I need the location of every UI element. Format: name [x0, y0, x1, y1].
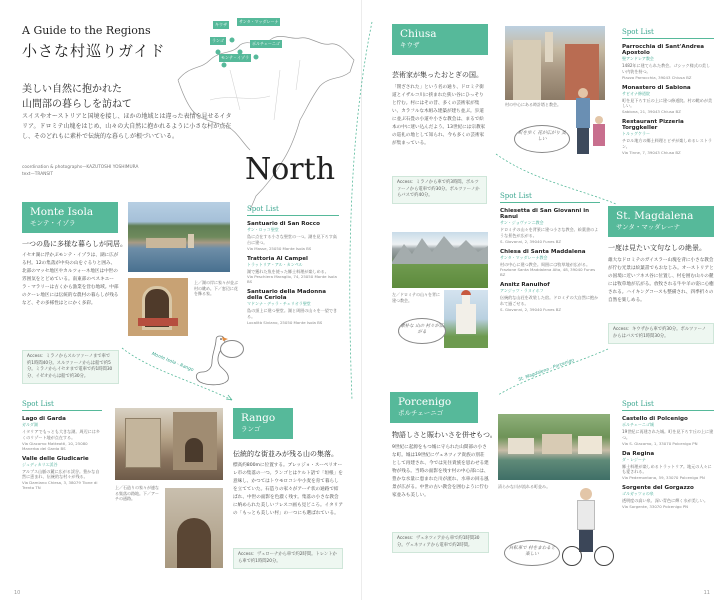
spot-item: Trattoria Al Campel トラットリア・アル・カンペル 湖で獲れた魚を使った郷土料理が楽しめる。 Via Peschiera Maraglio, 74, 25050 Monte Isola BS [247, 255, 337, 285]
route-line-north [342, 20, 382, 410]
chiusa-caption: 村の中心にある時計塔と教会。 [505, 102, 561, 107]
spot-item: Parrocchia di Sant'Andrea Apostolo 聖アンドレア教会 1482年に建てられた教会。ゴシック様式の美しい内装を持つ。 Piazza Parrocchia, 39043 Chiusa BZ [622, 44, 711, 80]
spot-item: Santuario della Madonna della Ceriola マドンナ・デッラ・チェリオラ聖堂 島の頂上に建つ聖堂。湖と周囲の山々を一望できる。 Località Siviano, 25050 Monte Isola BS [247, 289, 338, 325]
map-label-st-magdalena: サンタ・マッダレーナ [239, 19, 279, 24]
series-title: A Guide to the Regions [22, 24, 151, 37]
route-line-magdalena-porcenigo [492, 345, 612, 405]
spot-item: Valle delle Giudicarie ジュディカリエ渓谷 アルプス山脈の麓に広がる渓谷。豊かな自然に恵まれ、伝統的な村々が残る。 Via Damiano Chiesa, 3, 38079 Tione di Trento TN [22, 455, 100, 491]
spot-item: Santuario di San Rocco サン・ロッコ聖堂 島に点在する小さな聖堂の一つ。湖を見下ろす高台に建つ。 Via Masse, 25050 Monte Isola BS [247, 221, 337, 251]
right-page [362, 0, 724, 600]
monte-isola-caption: 上／湖の岸に家々が並ぶ村の眺め。下／窓辺に花を飾る家。 [194, 280, 238, 297]
rango-header [233, 408, 293, 439]
porcenigo-access: Access：ヴェネツィアから車で約1時間30分。ヴェネツィアから電車で約2時間。 [392, 532, 489, 553]
monte-isola-header [22, 202, 118, 233]
porcenigo-header [390, 392, 478, 423]
monte-isola-subtitle: モンテ・イゾラ [30, 219, 76, 228]
st-magdalena-access: Access：キウザから車で約30分。ボルツァーノからはバスで約1時間30分。 [608, 323, 714, 344]
st-magdalena-subtitle: サンタ・マッダレーナ [616, 223, 681, 232]
porcenigo-body: 9世紀に起源をもつ城に守られた山間部の小さな町。城は19世紀にヴェネツィア貴族の別荘として再建され、今では先住貴族を思わせる建物が残る。当時の面影を残す村の中心部には、豊かな水量に恵まれた川が流れ、水車の回る風景が広がる。中世の古い教会を囲むように佇む家並みも美しい。 [392, 445, 489, 498]
st-magdalena-body: 雄大なドロミテのガイスラー山塊を背に小さな教会が佇む光景は絵葉書でもおなじみ。オーストリアとの国境に近いフネス谷に位置し、村を囲む山々の麓には牧草地が広がる。放牧される牛や羊の姿に心癒される。ハイキングコースも整備され、四季折々の自然を楽しめる。 [608, 258, 714, 303]
map-label-chiusa: キウザ [215, 22, 227, 27]
porcenigo-lead: 物語しさと賑わいさを併せもつ。 [392, 431, 497, 439]
route-label-monte-rango: Monte Isola - Rango [150, 351, 195, 374]
rango-caption: 上／石造りの家々が連なる集落の路地。下／アーチの通路。 [115, 485, 159, 502]
rango-access: Access：ヴェローナから車で約2時間。トレントから車で約1時間20分。 [233, 548, 343, 569]
map-label-porcenigo: ポルチェーニゴ [252, 41, 280, 46]
spot-list-porcenigo [622, 400, 714, 509]
rango-lead: 伝統的な街並みが残る山の集落。 [233, 450, 338, 458]
porcenigo-cyclist-photo [558, 484, 618, 574]
page-title: 小さな村巡りガイド [22, 42, 166, 60]
route-label-magdalena-porcenigo: St. Magdalena - Porcenigo [517, 358, 576, 383]
map-label-monte-isola: モンテ・イゾラ [221, 55, 249, 60]
magdalena-mountain-photo [392, 232, 488, 288]
intro-text: スイスやオーストリアと国境を接し、ほかの地域とは違った表情を見せるイタリア。ドロミテ山塊をはじめ、山々の大自然に抱かれるように小さな村が点在し、そのどれもに素朴で伝統的な暮らしが根づいている。 [22, 113, 232, 140]
spot-item: Da Regina ダ・レジーナ 郷土料理が楽しめるトラットリア。地元の人々にも愛される。 Via Pedemontana, 59, 33070 Polcenigo PN [622, 450, 712, 481]
monte-isola-access: Access：ミラノからスルツァーノまで車で約1時間40分。スルツァーノからは船で約5分。ミラノからイセオまで電車で約1時間30分、イゼオからは船で約30分。 [22, 350, 119, 384]
spot-item: Chiesetta di San Giovanni in Ranui サン・ジョヴァンニ教会 ドロミテの山々を背景に建つ小さな教会。絵葉書のような景色が広がる。 S. Giovanni, 2, 39040 Funes BZ [500, 208, 599, 244]
porcenigo-caption: 清らかな川が流れる町並み。 [498, 484, 551, 489]
spot-item: Ansitz Ranuihof アンジッツ・ラヌイホフ 伝統的な山荘を改装した宿。ドロミテの大自然に抱かれて過ごせる。 S. Giovanni, 2, 39040 Funes BZ [500, 282, 599, 312]
porcenigo-bubble-text: 自転車で 村をまわると 楽しい [508, 546, 556, 557]
spot-item: Restaurant Pizzeria Torggkeller トルッグケラー チロル地方の郷土料理とピザが楽しめるレストラン。 Via Tinne, 7, 39043 Chiusa BZ [622, 119, 712, 155]
chiusa-access: Access：ミラノから車で約3時間。ボルツァーノから電車で約30分。ボルツァーノからバスで約40分。 [392, 176, 487, 204]
credit-photo: coordination & photographs—KAZUTOSHI YOSHIMURA [22, 165, 139, 170]
spot-list-monte-isola [247, 205, 339, 325]
spot-item: Chiesa di Santa Maddalena サンタ・マッダレーナ教会 村の中心に建つ教会。周囲には牧草地が広がる。 Frazione Santa Maddalena Alta, 48, 39040 Funes BZ [500, 248, 596, 278]
region-title: North [245, 152, 336, 187]
chiusa-people-photo [562, 80, 612, 160]
spot-list-title: Spot List [622, 28, 714, 39]
spot-list-title: Spot List [622, 400, 714, 411]
porcenigo-subtitle: ポルチェーニゴ [398, 409, 444, 418]
spot-list-title: Spot List [247, 205, 339, 216]
chiusa-bubble-text: 町を歩く 花が広がり 美しい [518, 131, 566, 142]
rango-body: 標高約800mに位置する。ブレッジョ・スーペリオーレ市の集落の一つ。ランゴとはケルト語で「垣根」を意味し、かつてはトウモロコシや小麦を育て暮らしを立てていた。石造りの家々がアーチ状の通路で結ばれ、中世の面影を色濃く残す。集落の小さな教会に納められた美しいフレスコ画も見どころ。イタリアの「もっとも美しい村」の一つにも選ばれている。 [233, 463, 343, 516]
rango-subtitle: ランゴ [241, 425, 261, 434]
chiusa-lead: 芸術家が集ったおとぎの国。 [392, 71, 483, 79]
spot-list-rango [22, 400, 102, 490]
map-label-rango: ランゴ [212, 38, 224, 43]
rango-street-photo [115, 408, 223, 480]
rango-arch-photo [165, 488, 223, 568]
spot-list-chiusa-top [622, 28, 714, 155]
lead-line-1: 美しい自然に抱かれた [22, 84, 122, 95]
spot-item: Castello di Polcenigo ポルチェーニゴ城 19世紀に再建された城。町を見下ろす丘の上に建つ。 Via S. Giacomo, 1, 33070 Polcenigo PN [622, 416, 714, 446]
rango-title: Rango [241, 412, 276, 424]
chiusa-subtitle: キウザ [400, 41, 420, 50]
monte-isola-body: イセオ湖に浮かぶモンテ・イゾラは、湖に広がる村。12の集落が中央の山をぐるりと囲み、北部のマッセ地区やカルツォーネ地区は中世の雰囲気をとどめている。南東部のペスキエーラ・マラリーは古くから漁業を営む地域。中部のクーレ地区には伝統的な農村の暮らしが残るなど、その多様性はとにかく多彩。 [22, 253, 119, 306]
chiusa-header [392, 24, 488, 55]
spot-list-title: Spot List [22, 400, 102, 411]
page-number-right: 11 [703, 590, 710, 596]
chiusa-title: Chiusa [400, 28, 437, 40]
magdalena-church-photo [444, 290, 488, 348]
spot-list-title: Spot List [500, 192, 600, 203]
route-line-monte-rango [120, 340, 240, 410]
monte-isola-title: Monte Isola [30, 206, 94, 218]
page-number-left: 10 [14, 590, 21, 596]
spot-item: Monastero di Sabiona サビオナ修道院 町を見下ろす丘の上に建つ修道院。村の眺めが美しい。 Sabiona, 21, 39043 Chiusa BZ [622, 84, 713, 115]
porcenigo-river-photo [498, 414, 610, 480]
monte-isola-window-photo [128, 278, 188, 336]
monte-isola-lead: 一つの島に多様な暮らしが同居。 [22, 240, 127, 248]
porcenigo-title: Porcenigo [398, 396, 452, 408]
chiusa-body: 「閉ざされた」という名の通り、ドロミテ街道とイザルコ川に挟まれた狭い谷にひっそりと佇む。村にはその昔、多くの芸術家が集い、カラフルな木組み建築が建ち並ぶ。歩道に並ぶ石畳の小道や小さな教会は、まるで絵本の中に迷い込んだよう。13世紀には宗教家の巡礼の地として知られ、今も多くの芸術家が集まっている。 [392, 85, 486, 146]
lead-line-2: 山間部の暮らしを訪ねて [22, 99, 132, 110]
magdalena-caption: 左／ドロミテの山々を背に建つ教会。 [392, 292, 440, 303]
spot-item: Lago di Garda ガルダ湖 イタリアでもっとも大きな湖。周辺には多くのリゾート地が点在する。 Via Giacomo Matteotti, 10, 25080 Manerba del Garda BS [22, 416, 100, 451]
st-magdalena-lead: 一度は見たい文句なしの絶景。 [608, 244, 706, 252]
credit-text: text—TRANSIT [22, 172, 53, 177]
monte-isola-lake-photo [128, 202, 230, 272]
spot-item: Sorgente del Gorgazzo ゴルガッツォの泉 透明度の高い泉。深い青色に輝く水が美しい。 Via Sorgente, 33070 Polcenigo PN [622, 485, 708, 509]
st-magdalena-title: St. Magdalena [616, 210, 694, 222]
st-magdalena-header [608, 206, 714, 237]
spot-list-chiusa [500, 192, 600, 312]
magdalena-bubble-text: 素朴な 山の 村々が広がる [400, 324, 444, 335]
